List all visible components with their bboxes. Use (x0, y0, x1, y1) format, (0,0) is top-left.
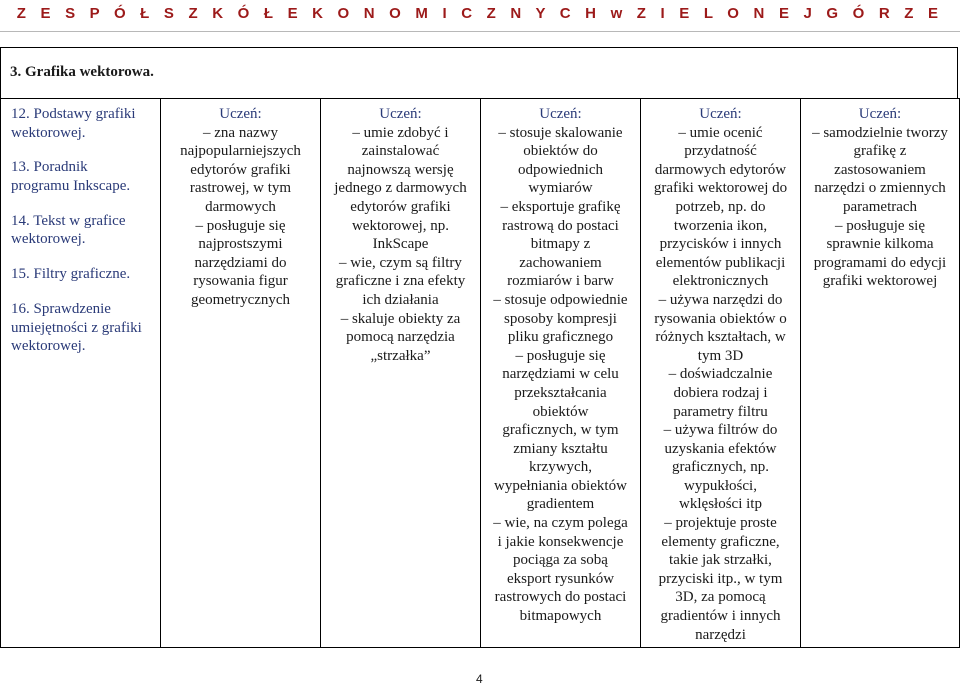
requirement-line: sposoby kompresji (504, 310, 617, 327)
requirement-line: pliku graficznego (507, 329, 614, 346)
requirement-line: tym 3D (697, 347, 744, 364)
requirement-line: darmowych edytorów (654, 161, 787, 178)
topic-line: umiejętności z grafiki (11, 319, 142, 336)
requirement-line: programami do edycji (813, 254, 947, 271)
requirement-line: – skaluje obiekty za (340, 310, 461, 327)
requirement-line: – wie, na czym polega (493, 515, 628, 532)
requirement-line: – używa narzędzi do (658, 291, 783, 308)
requirement-line: obiektów do (523, 143, 598, 160)
requirement-line: dobiera rodzaj i (673, 384, 768, 401)
requirement-line: InkScape (372, 236, 429, 253)
requirement-line: przekształcania (514, 384, 607, 401)
requirement-line: – stosuje odpowiednie (493, 291, 628, 308)
requirement-line: najpopularniejszych (180, 143, 301, 160)
requirement-line: – eksportuje grafikę (500, 198, 621, 215)
requirement-line: pomocą narzędzia (346, 329, 455, 346)
requirement-line: graficznych, w tym (502, 422, 619, 439)
requirements-cell-3 (481, 99, 641, 648)
requirement-line: wektorowej, np. (351, 217, 450, 234)
requirement-line: przycisków i innych (659, 236, 782, 253)
section-title: 3. Grafika wektorowa. (10, 64, 154, 80)
requirement-line: narzędziami w celu (502, 366, 619, 383)
topic-item (11, 300, 158, 356)
requirement-line: – zna nazwy (203, 124, 278, 141)
requirement-line: bitmapy z (530, 236, 591, 253)
header-rule (0, 31, 960, 32)
requirement-line: odpowiednich (518, 161, 603, 178)
topic-line: 12. Podstawy grafiki (11, 106, 136, 122)
requirement-line: 3D, za pomocą (675, 589, 766, 606)
requirement-line: grafiki wektorowej (822, 273, 938, 290)
requirement-line: obiektów (532, 403, 589, 420)
requirement-line: – umie zdobyć i (352, 124, 449, 141)
requirement-line: graficzne i zna efekty (335, 273, 466, 290)
requirement-line: potrzeb, np. do (675, 198, 766, 215)
requirement-line: i jakie konsekwencje (497, 533, 624, 550)
requirement-line: rysowania obiektów o (654, 310, 787, 327)
topic-line: wektorowej. (11, 338, 86, 355)
requirement-line: takie jak strzałki, (669, 552, 772, 569)
requirement-line: rozmiarów i barw (507, 273, 614, 290)
curriculum-table (0, 98, 960, 648)
requirement-line: zachowaniem (519, 254, 602, 271)
school-header: Z E S P Ó Ł S Z K Ó Ł E K O N O M I C Z N Y C H w Z I E L O N E J G Ó R Z E (16, 5, 944, 22)
requirement-line: – umie ocenić (678, 124, 763, 141)
topic-line: wektorowej. (11, 231, 86, 248)
requirement-line: zmiany kształtu (513, 440, 608, 457)
requirement-line: – stosuje skalowanie (498, 124, 623, 141)
requirement-line: wypukłości, (684, 477, 757, 494)
requirement-line: grafiki wektorowej do (653, 180, 788, 197)
requirement-line: jednego z darmowych (334, 180, 467, 197)
requirement-line: – projektuje proste (664, 515, 777, 532)
requirement-line: rysowania figur (193, 273, 288, 290)
requirement-line: geometrycznych (190, 291, 291, 308)
requirement-line: rastrowych do postaci (494, 589, 627, 606)
requirement-line: tworzenia ikon, (673, 217, 768, 234)
requirement-line: gradientów i innych (660, 608, 781, 625)
requirement-line: przydatność (684, 143, 757, 160)
requirements-cell-2 (321, 99, 481, 648)
requirement-line: – używa filtrów do (663, 422, 778, 439)
topic-item (11, 212, 158, 249)
requirement-line: rastrową do postaci (502, 217, 619, 234)
requirement-line: najnowszą wersję (347, 161, 454, 178)
requirement-line: – posługuje się (515, 347, 606, 364)
requirement-line: – samodzielnie tworzy (812, 124, 948, 141)
requirement-line: – wie, czym są filtry (339, 254, 462, 271)
student-heading: Uczeń: (858, 106, 902, 122)
student-heading: Uczeń: (219, 106, 262, 122)
requirement-line: zastosowaniem (834, 161, 926, 178)
requirement-line: wklęsłości itp (679, 496, 762, 513)
requirement-line: parametry filtru (673, 403, 768, 420)
requirement-line: najprostszymi (198, 236, 283, 253)
requirements-cell-1 (161, 99, 321, 648)
requirement-line: elementy graficzne, (661, 533, 780, 550)
topic-line: 13. Poradnik (11, 159, 88, 176)
requirement-line: – posługuje się (835, 217, 925, 234)
student-heading: Uczeń: (379, 106, 422, 122)
topic-item (11, 158, 158, 195)
topic-line: 14. Tekst w grafice (11, 212, 126, 229)
topic-line: wektorowej. (11, 124, 86, 141)
requirement-line: narzędziami do (194, 254, 287, 271)
requirement-line: edytorów grafiki (350, 198, 451, 215)
topic-line: programu Inkscape. (11, 177, 131, 194)
page-number: 4 (476, 672, 483, 686)
topics-cell (1, 99, 161, 648)
requirement-line: zainstalować (361, 143, 440, 160)
student-heading: Uczeń: (699, 106, 742, 122)
requirement-line: krzywych, (529, 459, 592, 476)
requirement-line: graficznych, np. (671, 459, 770, 476)
requirement-line: – doświadczalnie (668, 366, 773, 383)
requirement-line: różnych kształtach, w (655, 329, 786, 346)
requirement-line: „strzałka” (370, 347, 431, 364)
requirement-line: narzędzi o zmiennych (814, 180, 946, 197)
requirement-line: edytorów grafiki (190, 161, 291, 178)
requirement-line: rastrowej, w tym (189, 180, 292, 197)
requirement-line: darmowych (205, 198, 276, 215)
requirement-line: ich działania (362, 291, 439, 308)
requirement-line: uzyskania efektów (664, 440, 777, 457)
requirements-cell-5 (801, 99, 960, 648)
requirement-line: eksport rysunków (506, 570, 615, 587)
requirement-line: – posługuje się (195, 217, 286, 234)
topic-item (11, 105, 158, 142)
requirement-line: wypełniania obiektów (494, 477, 627, 494)
topic-line: 16. Sprawdzenie (11, 300, 111, 317)
requirement-line: sprawnie kilkoma (826, 236, 934, 253)
student-heading: Uczeń: (539, 106, 582, 122)
topic-item (11, 265, 158, 284)
requirement-line: elektronicznych (672, 273, 769, 290)
requirement-line: pociąga za sobą (513, 552, 608, 569)
requirement-line: parametrach (842, 198, 918, 215)
requirement-line: bitmapowych (519, 608, 602, 625)
table-row (1, 99, 960, 648)
requirement-line: grafikę z (853, 143, 907, 160)
topic-line: 15. Filtry graficzne. (11, 266, 131, 283)
requirement-line: gradientem (526, 496, 595, 513)
requirement-line: przyciski itp., w tym (658, 570, 783, 587)
requirement-line: wymiarów (528, 180, 593, 197)
requirements-cell-4 (641, 99, 801, 648)
requirement-line: elementów publikacji (655, 254, 786, 271)
requirement-line: narzędzi (695, 626, 746, 643)
